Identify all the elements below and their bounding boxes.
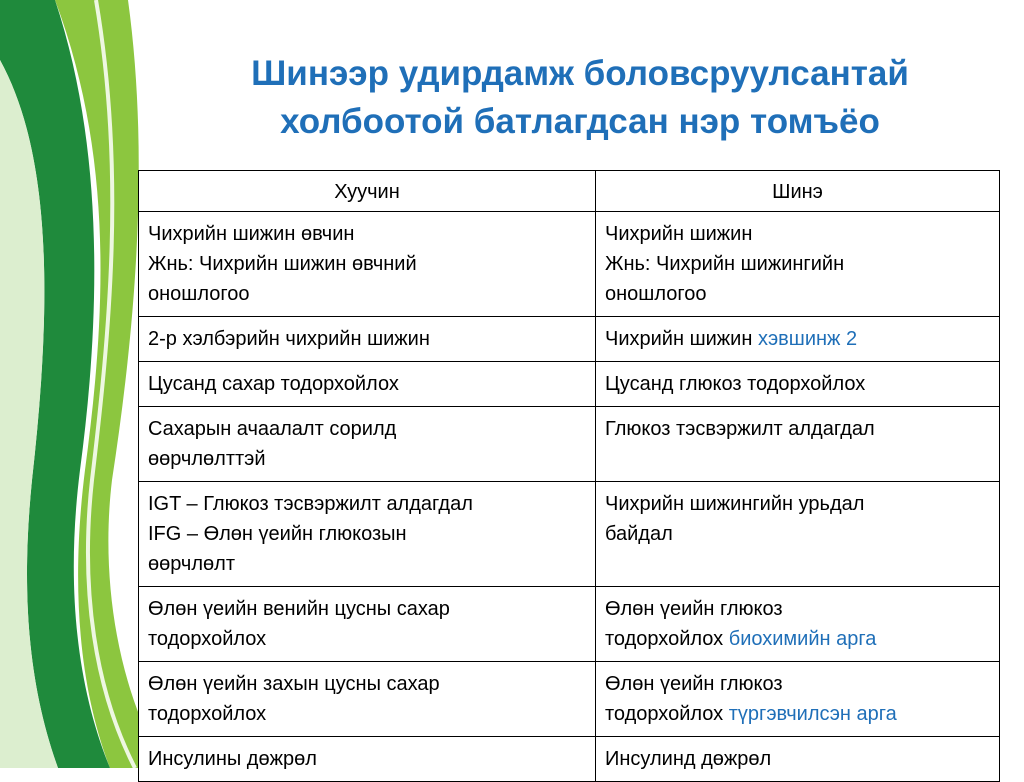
cell-text: Цусанд глюкоз тодорхойлох [605,373,866,395]
cell-highlight-text: биохимийн арга [728,628,877,650]
cell-old [139,407,596,482]
cell-new [596,587,1000,662]
cell-old [139,587,596,662]
cell-old [139,317,596,362]
cell-new [596,737,1000,782]
cell-text: байдал [605,523,673,545]
cell-text: Чихрийн шижин [605,328,758,350]
table-row [139,407,1000,482]
cell-new [596,317,1000,362]
title-line-1: Шинээр удирдамж боловсруулсантай [251,54,909,93]
cell-text: Чихрийн шижин [605,223,753,245]
table-row [139,587,1000,662]
header-new: Шинэ [596,171,1000,212]
terminology-table [138,170,1000,782]
cell-old [139,482,596,587]
cell-text: Жнь: Чихрийн шижингийн [605,253,845,275]
cell-text: оношлогоо [605,283,707,305]
cell-old [139,362,596,407]
cell-text: Чихрийн шижингийн урьдал [605,493,865,515]
slide-title [150,50,1010,146]
cell-text: тодорхойлох [605,628,729,650]
cell-text: оношлогоо [148,283,250,305]
cell-text: 2-р хэлбэрийн чихрийн шижин [148,328,430,350]
cell-text: өөрчлөлттэй [148,448,266,470]
cell-text: Жнь: Чихрийн шижин өвчний [148,253,417,275]
cell-text: Өлөн үеийн захын цусны сахар [148,673,440,695]
cell-text: Өлөн үеийн глюкоз [605,673,783,695]
cell-text: Өлөн үеийн венийн цусны сахар [148,598,450,620]
cell-new [596,212,1000,317]
cell-text: Инсулины дөжрөл [148,748,317,770]
table-row [139,737,1000,782]
cell-highlight-text: түргэвчилсэн арга [728,703,897,725]
table-row [139,362,1000,407]
cell-new [596,662,1000,737]
cell-text: Инсулинд дөжрөл [605,748,772,770]
cell-text: IFG – Өлөн үеийн глюкозын [148,523,407,545]
table-row [139,212,1000,317]
cell-text: Сахарын ачаалалт сорилд [148,418,397,440]
cell-text: тодорхойлох [148,628,267,650]
table-row [139,317,1000,362]
cell-text: Чихрийн шижин өвчин [148,223,355,245]
cell-old [139,212,596,317]
table-header-row [139,171,1000,212]
cell-text: IGT – Глюкоз тэсвэржилт алдагдал [148,493,473,515]
cell-text: тодорхойлох [605,703,729,725]
cell-new [596,407,1000,482]
cell-old [139,737,596,782]
title-line-2: холбоотой батлагдсан нэр томъёо [280,102,880,141]
cell-text: Цусанд сахар тодорхойлох [148,373,399,395]
cell-new [596,482,1000,587]
cell-text: Глюкоз тэсвэржилт алдагдал [605,418,875,440]
cell-text: Өлөн үеийн глюкоз [605,598,783,620]
cell-text: тодорхойлох [148,703,267,725]
cell-text: өөрчлөлт [148,553,235,575]
cell-new [596,362,1000,407]
cell-highlight-text: хэвшинж 2 [757,328,858,350]
header-old: Хуучин [139,171,596,212]
cell-old [139,662,596,737]
table-row [139,482,1000,587]
table-row [139,662,1000,737]
